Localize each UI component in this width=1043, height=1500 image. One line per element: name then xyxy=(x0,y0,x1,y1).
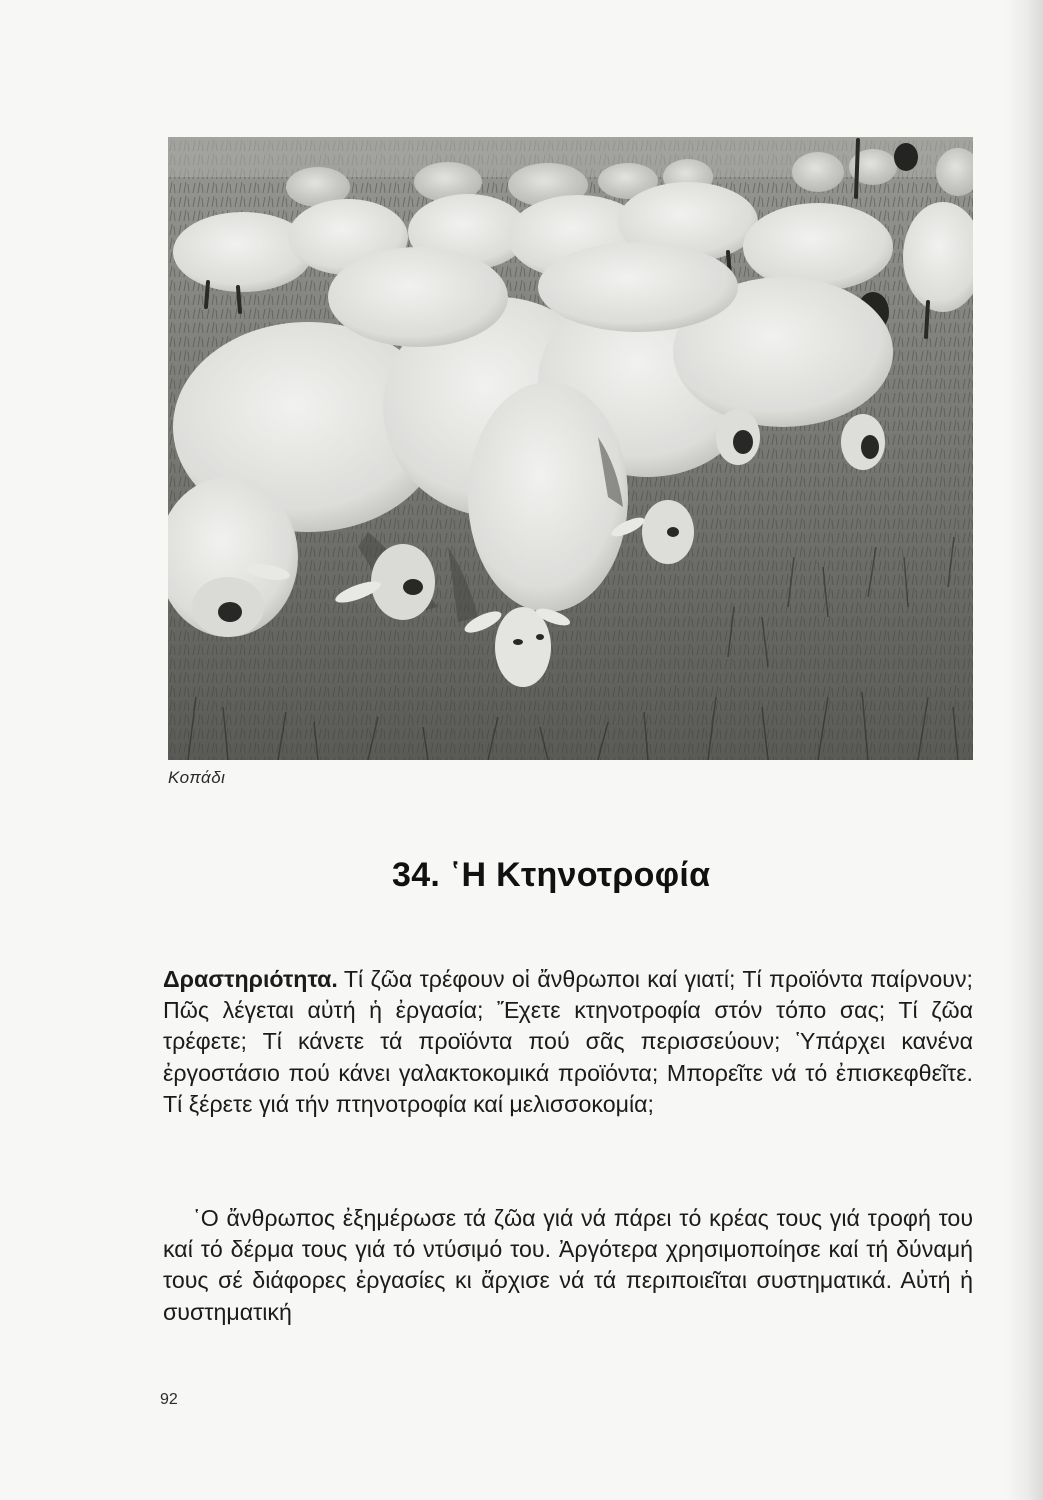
activity-paragraph xyxy=(163,964,973,1120)
sheep-flock-photo xyxy=(168,137,973,760)
spine-shadow xyxy=(1005,0,1043,1500)
activity-lead: Δραστηριότητα. xyxy=(163,966,338,992)
page-number: 92 xyxy=(160,1391,178,1408)
photo-caption: Κοπάδι xyxy=(168,768,226,787)
chapter-title: 34. ῾Η Κτηνοτροφία xyxy=(392,856,711,894)
body-paragraph: ῾Ο ἄνθρωπος ἐξημέρωσε τά ζῶα γιά νά πάρει τό κρέας τους γιά τροφή του καί τό δέρμα τους γιά τό ντύσιμό του. Ἀργότερα χρησιμοποίησε καί τή δύναμή τους σέ διάφορες ἐργασίες κι ἄρχισε νά τά περιποιεῖται συστηματικά. Αὐτή ἡ συστηματική xyxy=(163,1205,973,1325)
activity-text: Τί ζῶα τρέφουν οἱ ἄνθρωποι καί γιατί; Τί προϊόντα παίρνουν; Πῶς λέγεται αὐτή ἡ ἐργασία; Ἔχετε κτηνοτροφία στόν τόπο σας; Τί ζῶα τρέφετε; Τί κάνετε τά προϊόντα πού σᾶς περισσεύουν; Ὑπάρχει κανένα ἐργοστάσιο πού κάνει γαλακτοκομικά προϊόντα; Μπορεῖτε νά τό ἐπισκεφθεῖτε. Τί ξέρετε γιά τήν πτηνοτροφία καί μελισσοκομία; xyxy=(163,966,973,1117)
